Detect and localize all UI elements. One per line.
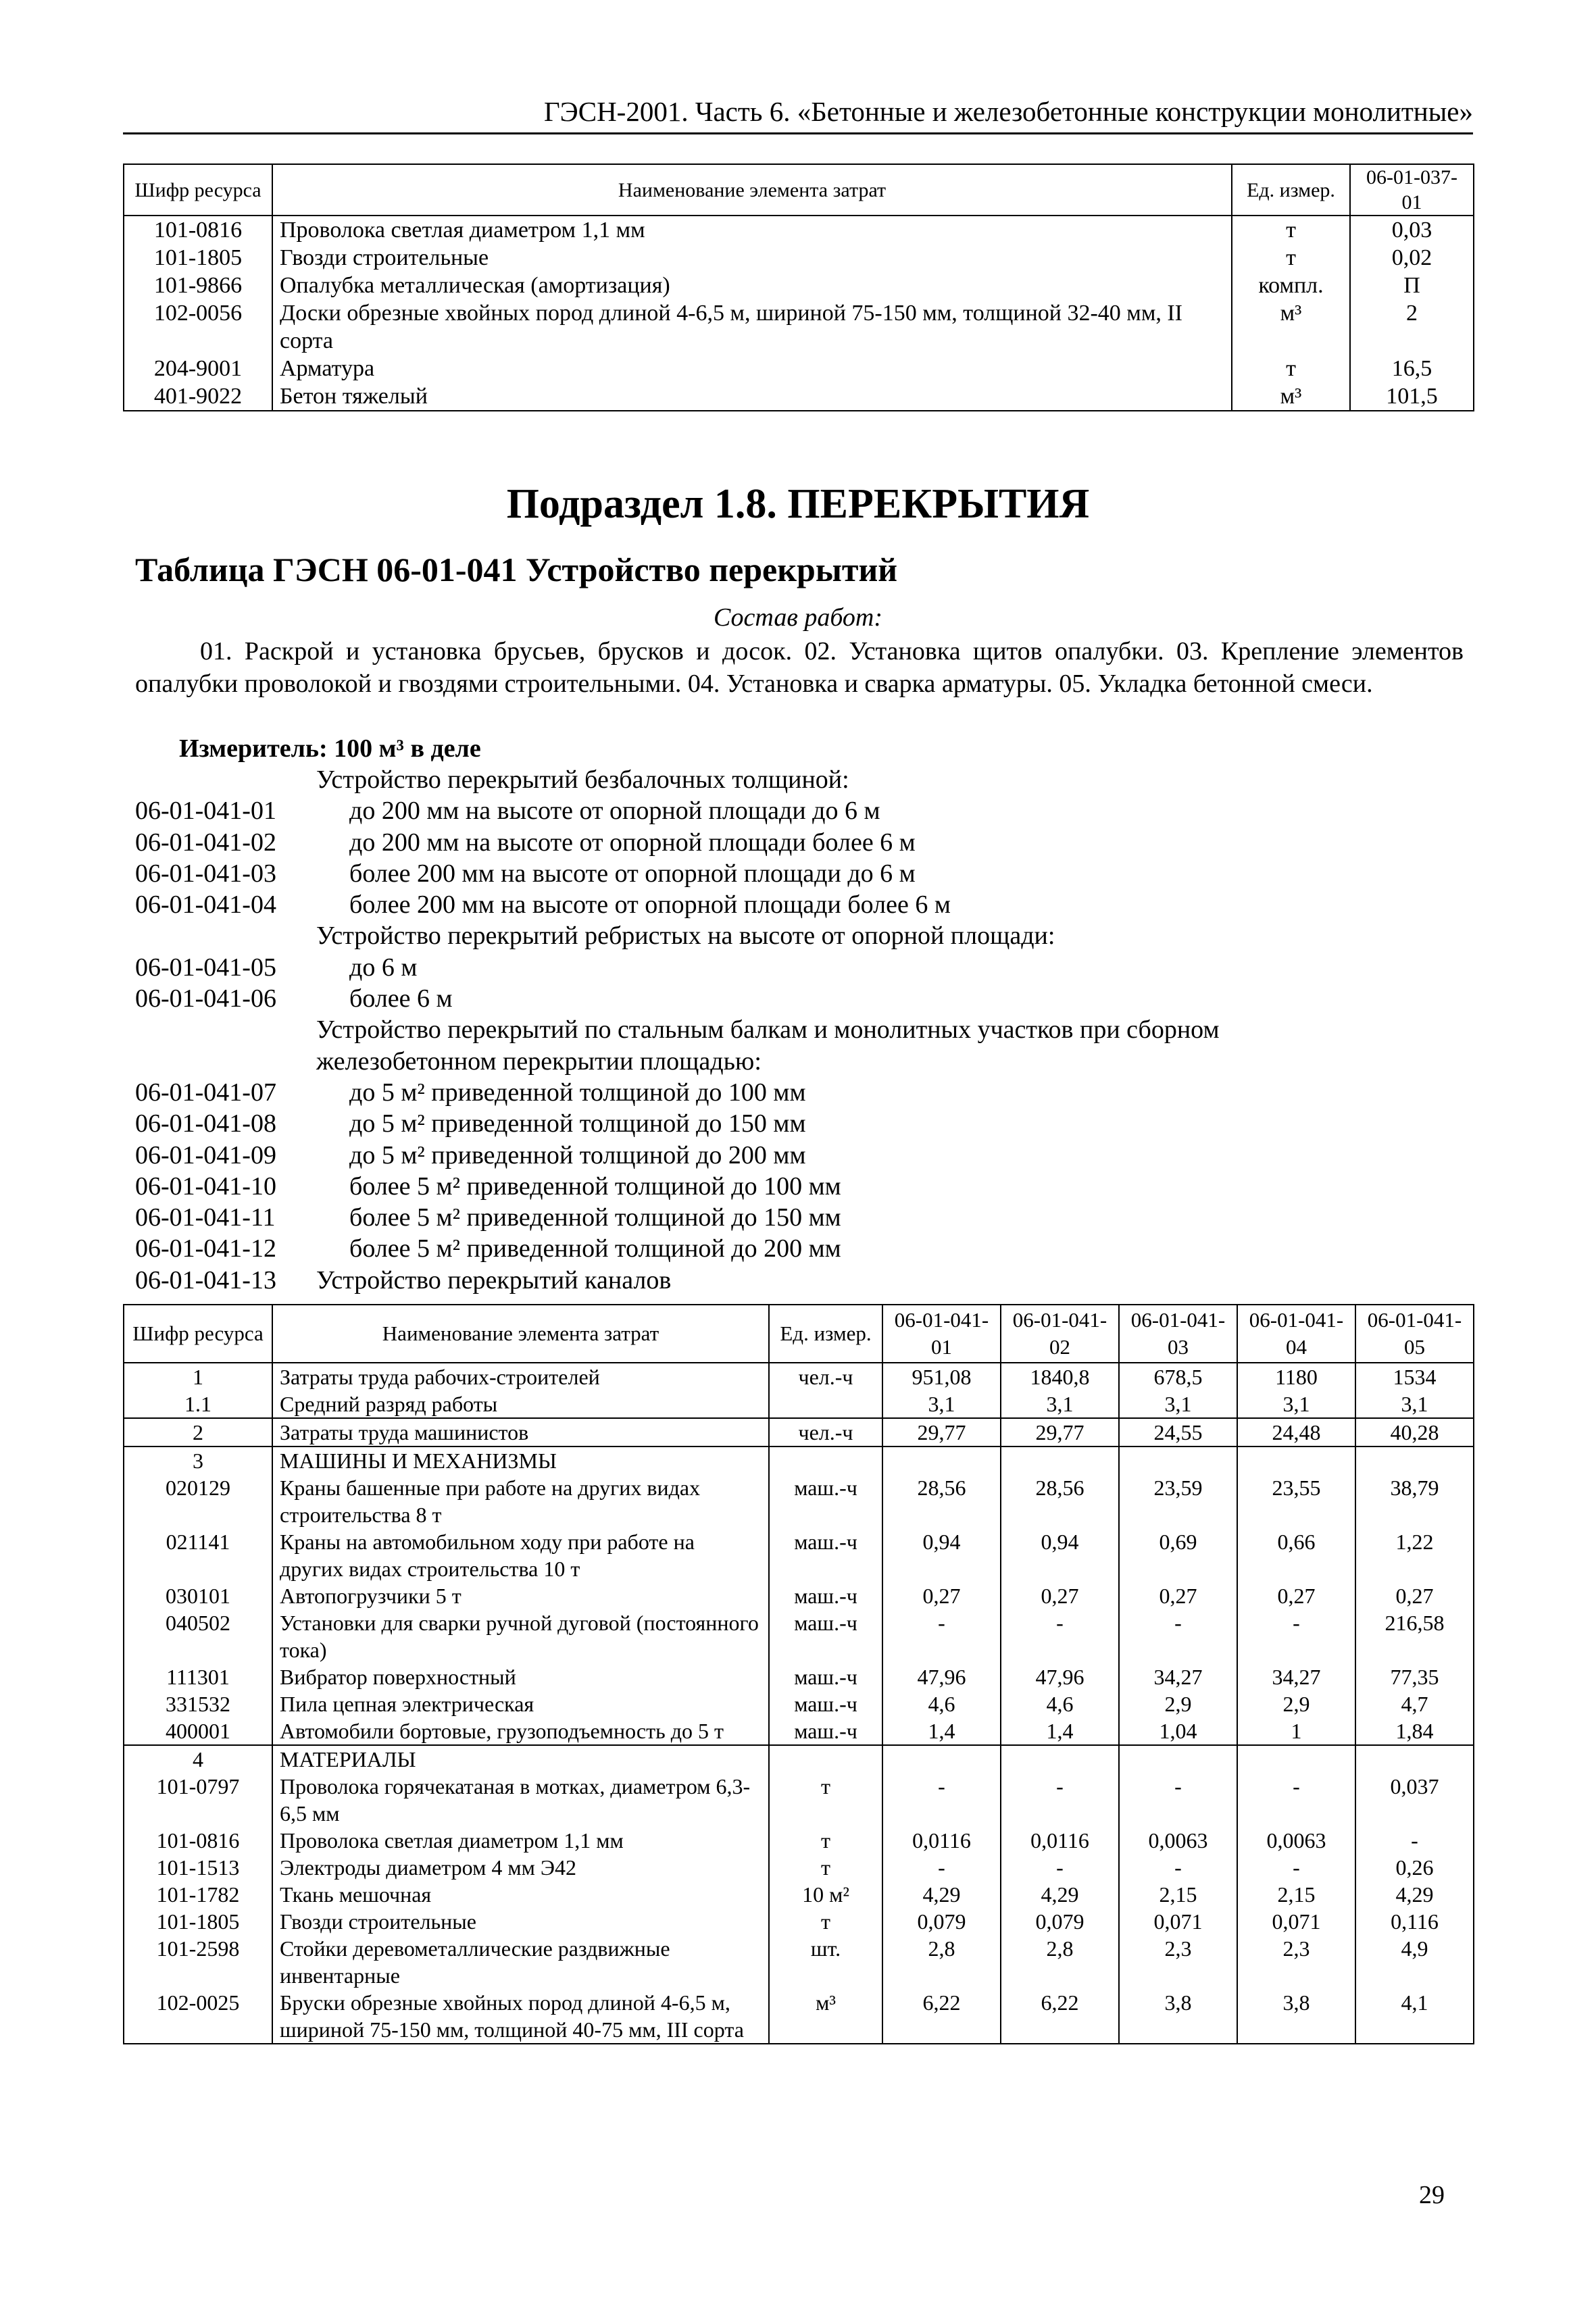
table-row (124, 216, 1474, 244)
norm-description: до 5 м² приведенной толщиной до 150 мм (349, 1109, 806, 1138)
resource-code: 400001 (124, 1717, 272, 1745)
value (1119, 1745, 1237, 1773)
cost-element-name: Проволока светлая диаметром 1,1 мм (272, 216, 1232, 244)
norm-code: 06-01-041-12 (135, 1234, 276, 1263)
norm-code: 06-01-041-08 (135, 1109, 276, 1138)
unit (769, 1390, 882, 1418)
norm-group-heading (135, 1014, 1464, 1045)
value: - (1355, 1827, 1474, 1854)
value: 2 (1350, 299, 1474, 355)
unit: м³ (1232, 299, 1350, 355)
norm-description: до 200 мм на высоте от опорной площади более 6 м (349, 828, 916, 857)
norm-description: до 200 мм на высоте от опорной площади до 6 м (349, 797, 880, 826)
cost-element-name: Автопогрузчики 5 т (272, 1582, 769, 1609)
value: 47,96 (882, 1663, 1001, 1690)
value: 1,04 (1119, 1717, 1237, 1745)
cost-element-name: Электроды диаметром 4 мм Э42 (272, 1854, 769, 1881)
value: 2,8 (1001, 1935, 1119, 1989)
header-col-4: 06-01-041-04 (1237, 1305, 1355, 1363)
value: 1 (1237, 1717, 1355, 1745)
table-row (124, 244, 1474, 272)
norm-item (135, 795, 1464, 826)
value: 77,35 (1355, 1663, 1474, 1690)
resource-code: 3 (124, 1447, 272, 1474)
value: 0,0116 (1001, 1827, 1119, 1854)
value: 0,27 (1237, 1582, 1355, 1609)
value: 0,27 (1119, 1582, 1237, 1609)
cost-element-name: Проволока светлая диаметром 1,1 мм (272, 1827, 769, 1854)
value: - (1001, 1773, 1119, 1827)
table-row (124, 1854, 1474, 1881)
value: 0,071 (1237, 1908, 1355, 1935)
cost-element-name: Краны башенные при работе на других видах строительства 8 т (272, 1474, 769, 1528)
main-table-header-row (124, 1305, 1474, 1363)
norm-description: более 5 м² приведенной толщиной до 150 мм (349, 1203, 841, 1232)
value: 6,22 (882, 1989, 1001, 2044)
value: 0,94 (1001, 1528, 1119, 1582)
value (1001, 1745, 1119, 1773)
value: 24,55 (1119, 1418, 1237, 1447)
value: 3,8 (1237, 1989, 1355, 2044)
value (1355, 1745, 1474, 1773)
unit: т (1232, 355, 1350, 382)
page-number: 29 (1419, 2181, 1445, 2209)
value: - (1119, 1609, 1237, 1663)
value: 4,29 (882, 1881, 1001, 1908)
value (882, 1447, 1001, 1474)
header-col-3: 06-01-041-03 (1119, 1305, 1237, 1363)
value: 951,08 (882, 1363, 1001, 1390)
resource-code: 101-1805 (124, 1908, 272, 1935)
norm-group-text: Устройство перекрытий безбалочных толщиной: (316, 765, 849, 794)
norm-description: до 6 м (349, 953, 418, 982)
resource-code: 331532 (124, 1690, 272, 1717)
norm-item (135, 1171, 1464, 1202)
value: - (1237, 1854, 1355, 1881)
table-row (124, 1609, 1474, 1663)
table-row (124, 1390, 1474, 1418)
norm-item (135, 1202, 1464, 1233)
norm-group-text: железобетонном перекрытии площадью: (316, 1047, 762, 1076)
value: - (882, 1609, 1001, 1663)
norm-item (135, 827, 1464, 858)
cost-element-name: Автомобили бортовые, грузоподъемность до 5 т (272, 1717, 769, 1745)
unit (769, 1447, 882, 1474)
value: 4,7 (1355, 1690, 1474, 1717)
cost-element-name: Пила цепная электрическая (272, 1690, 769, 1717)
resource-code: 1 (124, 1363, 272, 1390)
norm-description: более 6 м (349, 984, 453, 1013)
header-code: Шифр ресурса (124, 1305, 272, 1363)
value: 216,58 (1355, 1609, 1474, 1663)
value: - (1001, 1854, 1119, 1881)
value: 1180 (1237, 1363, 1355, 1390)
main-table-body (124, 1363, 1474, 2044)
value: 0,116 (1355, 1908, 1474, 1935)
value: 3,1 (1001, 1390, 1119, 1418)
value: 0,27 (1355, 1582, 1474, 1609)
cost-element-name: МАШИНЫ И МЕХАНИЗМЫ (272, 1447, 769, 1474)
header-unit: Ед. измер. (1232, 164, 1350, 216)
header-name: Наименование элемента затрат (272, 1305, 769, 1363)
table-row (124, 1827, 1474, 1854)
unit: т (769, 1827, 882, 1854)
value: 2,3 (1119, 1935, 1237, 1989)
norm-item (135, 1265, 1464, 1296)
norm-item (135, 952, 1464, 983)
meter-line: Измеритель: 100 м³ в деле (179, 734, 481, 763)
table-row (124, 1663, 1474, 1690)
value: 0,0063 (1119, 1827, 1237, 1854)
value: 678,5 (1119, 1363, 1237, 1390)
value: 1,22 (1355, 1528, 1474, 1582)
value: - (1237, 1773, 1355, 1827)
unit: т (769, 1854, 882, 1881)
value: 0,66 (1237, 1528, 1355, 1582)
value: 1,84 (1355, 1717, 1474, 1745)
norm-item (135, 858, 1464, 889)
value: 2,9 (1119, 1690, 1237, 1717)
table-row (124, 1908, 1474, 1935)
norm-description: более 5 м² приведенной толщиной до 100 мм (349, 1172, 841, 1201)
unit (769, 1745, 882, 1773)
norm-code: 06-01-041-10 (135, 1172, 276, 1201)
value: 0,94 (882, 1528, 1001, 1582)
value: 4,29 (1355, 1881, 1474, 1908)
value: 40,28 (1355, 1418, 1474, 1447)
header-col1: 06-01-037-01 (1350, 164, 1474, 216)
table-row (124, 1690, 1474, 1717)
norm-description: Устройство перекрытий каналов (316, 1265, 672, 1294)
value: 0,0116 (882, 1827, 1001, 1854)
unit: шт. (769, 1935, 882, 1989)
resource-code: 101-1782 (124, 1881, 272, 1908)
norm-description: более 5 м² приведенной толщиной до 200 мм (349, 1234, 841, 1263)
value: 0,69 (1119, 1528, 1237, 1582)
value: 28,56 (882, 1474, 1001, 1528)
resource-code: 020129 (124, 1474, 272, 1528)
norm-code: 06-01-041-01 (135, 797, 276, 826)
unit: т (769, 1908, 882, 1935)
value: 3,1 (882, 1390, 1001, 1418)
top-table-header-row (124, 164, 1474, 216)
table-row (124, 1935, 1474, 1989)
cost-element-name: Средний разряд работы (272, 1390, 769, 1418)
value: 29,77 (882, 1418, 1001, 1447)
value: 4,9 (1355, 1935, 1474, 1989)
cost-element-name: Краны на автомобильном ходу при работе на других видах строительства 10 т (272, 1528, 769, 1582)
value (1001, 1447, 1119, 1474)
norm-description: более 200 мм на высоте от опорной площади до 6 м (349, 859, 916, 888)
resource-code: 102-0025 (124, 1989, 272, 2044)
value: - (882, 1854, 1001, 1881)
value: 3,1 (1355, 1390, 1474, 1418)
top-cost-table (123, 164, 1474, 411)
value: 0,27 (882, 1582, 1001, 1609)
value: 2,9 (1237, 1690, 1355, 1717)
value: - (1119, 1854, 1237, 1881)
norm-group-heading (135, 920, 1464, 951)
value: 6,22 (1001, 1989, 1119, 2044)
value (1119, 1447, 1237, 1474)
norm-code: 06-01-041-07 (135, 1078, 276, 1107)
value: 2,3 (1237, 1935, 1355, 1989)
header-col-5: 06-01-041-05 (1355, 1305, 1474, 1363)
subsection-title: Подраздел 1.8. ПЕРЕКРЫТИЯ (506, 481, 1090, 527)
norm-item (135, 1108, 1464, 1139)
unit: т (1232, 216, 1350, 244)
resource-code: 111301 (124, 1663, 272, 1690)
table-row (124, 1528, 1474, 1582)
table-title: Таблица ГЭСН 06-01-041 Устройство перекрытий (135, 551, 898, 588)
norm-code: 06-01-041-13 (135, 1265, 276, 1294)
table-row (124, 272, 1474, 299)
value (882, 1745, 1001, 1773)
work-description: 01. Раскрой и установка брусьев, брусков и досок. 02. Установка щитов опалубки. 03. Крепление элементов опалубки проволокой и гвоздями строительными. 04. Установка и сварка арматуры. 05. Укладка бетонной смеси. (135, 637, 1464, 698)
value: 101,5 (1350, 382, 1474, 411)
cost-element-name: Опалубка металлическая (амортизация) (272, 272, 1232, 299)
value (1237, 1447, 1355, 1474)
resource-code: 101-0816 (124, 216, 272, 244)
value: 1,4 (1001, 1717, 1119, 1745)
norm-description: до 5 м² приведенной толщиной до 200 мм (349, 1140, 806, 1169)
unit: маш.-ч (769, 1582, 882, 1609)
table-row (124, 1717, 1474, 1745)
value: 4,29 (1001, 1881, 1119, 1908)
resource-code: 101-9866 (124, 272, 272, 299)
cost-element-name: Бруски обрезные хвойных пород длиной 4-6,5 м, шириной 75-150 мм, толщиной 40-75 мм, III сорта (272, 1989, 769, 2044)
norm-item (135, 889, 1464, 920)
norm-group-heading (135, 764, 1464, 795)
value: - (1237, 1609, 1355, 1663)
value: 3,1 (1237, 1390, 1355, 1418)
value: 1,4 (882, 1717, 1001, 1745)
value: 0,037 (1355, 1773, 1474, 1827)
value: 0,27 (1001, 1582, 1119, 1609)
value: - (1001, 1609, 1119, 1663)
main-cost-table (123, 1304, 1474, 2044)
resource-code: 2 (124, 1418, 272, 1447)
header-col-1: 06-01-041-01 (882, 1305, 1001, 1363)
unit: маш.-ч (769, 1690, 882, 1717)
unit: чел.-ч (769, 1418, 882, 1447)
value: 2,15 (1119, 1881, 1237, 1908)
value: 0,079 (882, 1908, 1001, 1935)
header-col-2: 06-01-041-02 (1001, 1305, 1119, 1363)
norm-list (135, 764, 1464, 1296)
value: 23,59 (1119, 1474, 1237, 1528)
top-table-body (124, 216, 1474, 411)
value: 34,27 (1119, 1663, 1237, 1690)
cost-element-name: Стойки деревометаллические раздвижные инвентарные (272, 1935, 769, 1989)
unit: т (1232, 244, 1350, 272)
resource-code: 204-9001 (124, 355, 272, 382)
unit: маш.-ч (769, 1474, 882, 1528)
cost-element-name: Ткань мешочная (272, 1881, 769, 1908)
table-row (124, 1881, 1474, 1908)
value: - (882, 1773, 1001, 1827)
running-header: ГЭСН-2001. Часть 6. «Бетонные и железобетонные конструкции монолитные» (123, 95, 1473, 134)
resource-code: 101-2598 (124, 1935, 272, 1989)
cost-element-name: Затраты труда машинистов (272, 1418, 769, 1447)
table-row (124, 1363, 1474, 1390)
table-row (124, 299, 1474, 355)
norm-description: до 5 м² приведенной толщиной до 100 мм (349, 1078, 806, 1107)
resource-code: 401-9022 (124, 382, 272, 411)
unit: чел.-ч (769, 1363, 882, 1390)
norm-item (135, 983, 1464, 1014)
resource-code: 101-1513 (124, 1854, 272, 1881)
resource-code: 040502 (124, 1609, 272, 1663)
value: 38,79 (1355, 1474, 1474, 1528)
value: 34,27 (1237, 1663, 1355, 1690)
table-row (124, 1989, 1474, 2044)
table-row (124, 1773, 1474, 1827)
resource-code: 101-0816 (124, 1827, 272, 1854)
resource-code: 021141 (124, 1528, 272, 1582)
value: 47,96 (1001, 1663, 1119, 1690)
cost-element-name: Гвозди строительные (272, 1908, 769, 1935)
norm-description: более 200 мм на высоте от опорной площади более 6 м (349, 890, 951, 920)
table-row (124, 1582, 1474, 1609)
value: 0,071 (1119, 1908, 1237, 1935)
norm-group-heading (135, 1046, 1464, 1077)
norm-item (135, 1233, 1464, 1264)
cost-element-name: Бетон тяжелый (272, 382, 1232, 411)
unit: м³ (769, 1989, 882, 2044)
resource-code: 102-0056 (124, 299, 272, 355)
header-name: Наименование элемента затрат (272, 164, 1232, 216)
value: 24,48 (1237, 1418, 1355, 1447)
table-row (124, 1474, 1474, 1528)
unit: м³ (1232, 382, 1350, 411)
header-code: Шифр ресурса (124, 164, 272, 216)
cost-element-name: Проволока горячекатаная в мотках, диаметром 6,3-6,5 мм (272, 1773, 769, 1827)
table-row (124, 382, 1474, 411)
value: 4,1 (1355, 1989, 1474, 2044)
norm-code: 06-01-041-03 (135, 859, 276, 888)
unit: маш.-ч (769, 1663, 882, 1690)
value: 3,8 (1119, 1989, 1237, 2044)
value: 0,079 (1001, 1908, 1119, 1935)
value (1355, 1447, 1474, 1474)
value: 4,6 (1001, 1690, 1119, 1717)
value: 1840,8 (1001, 1363, 1119, 1390)
resource-code: 101-1805 (124, 244, 272, 272)
unit: компл. (1232, 272, 1350, 299)
norm-item (135, 1140, 1464, 1171)
resource-code: 030101 (124, 1582, 272, 1609)
value: 0,03 (1350, 216, 1474, 244)
value: 0,02 (1350, 244, 1474, 272)
norm-code: 06-01-041-06 (135, 984, 276, 1013)
table-row (124, 1447, 1474, 1474)
table-row (124, 1745, 1474, 1773)
value: 4,6 (882, 1690, 1001, 1717)
norm-group-text: Устройство перекрытий ребристых на высоте от опорной площади: (316, 922, 1055, 951)
value: 28,56 (1001, 1474, 1119, 1528)
unit: т (769, 1773, 882, 1827)
value: - (1119, 1773, 1237, 1827)
norm-group-text: Устройство перекрытий по стальным балкам и монолитных участков при сборном (316, 1015, 1220, 1045)
resource-code: 101-0797 (124, 1773, 272, 1827)
cost-element-name: Установки для сварки ручной дуговой (постоянного тока) (272, 1609, 769, 1663)
value: 0,0063 (1237, 1827, 1355, 1854)
norm-code: 06-01-041-05 (135, 953, 276, 982)
norm-code: 06-01-041-02 (135, 828, 276, 857)
table-row (124, 355, 1474, 382)
cost-element-name: Затраты труда рабочих-строителей (272, 1363, 769, 1390)
value: 29,77 (1001, 1418, 1119, 1447)
value (1237, 1745, 1355, 1773)
norm-item (135, 1077, 1464, 1108)
value: 2,15 (1237, 1881, 1355, 1908)
resource-code: 1.1 (124, 1390, 272, 1418)
header-unit: Ед. измер. (769, 1305, 882, 1363)
value: 2,8 (882, 1935, 1001, 1989)
norm-code: 06-01-041-04 (135, 890, 276, 920)
cost-element-name: Вибратор поверхностный (272, 1663, 769, 1690)
value: 0,26 (1355, 1854, 1474, 1881)
value: П (1350, 272, 1474, 299)
value: 3,1 (1119, 1390, 1237, 1418)
cost-element-name: Доски обрезные хвойных пород длиной 4-6,5 м, шириной 75-150 мм, толщиной 32-40 мм, II сорта (272, 299, 1232, 355)
unit: 10 м² (769, 1881, 882, 1908)
table-row (124, 1418, 1474, 1447)
cost-element-name: МАТЕРИАЛЫ (272, 1745, 769, 1773)
cost-element-name: Гвозди строительные (272, 244, 1232, 272)
norm-code: 06-01-041-11 (135, 1203, 276, 1232)
value: 1534 (1355, 1363, 1474, 1390)
unit: маш.-ч (769, 1717, 882, 1745)
unit: маш.-ч (769, 1609, 882, 1663)
cost-element-name: Арматура (272, 355, 1232, 382)
value: 23,55 (1237, 1474, 1355, 1528)
value: 16,5 (1350, 355, 1474, 382)
resource-code: 4 (124, 1745, 272, 1773)
unit: маш.-ч (769, 1528, 882, 1582)
work-caption: Состав работ: (713, 603, 883, 632)
norm-code: 06-01-041-09 (135, 1140, 276, 1169)
